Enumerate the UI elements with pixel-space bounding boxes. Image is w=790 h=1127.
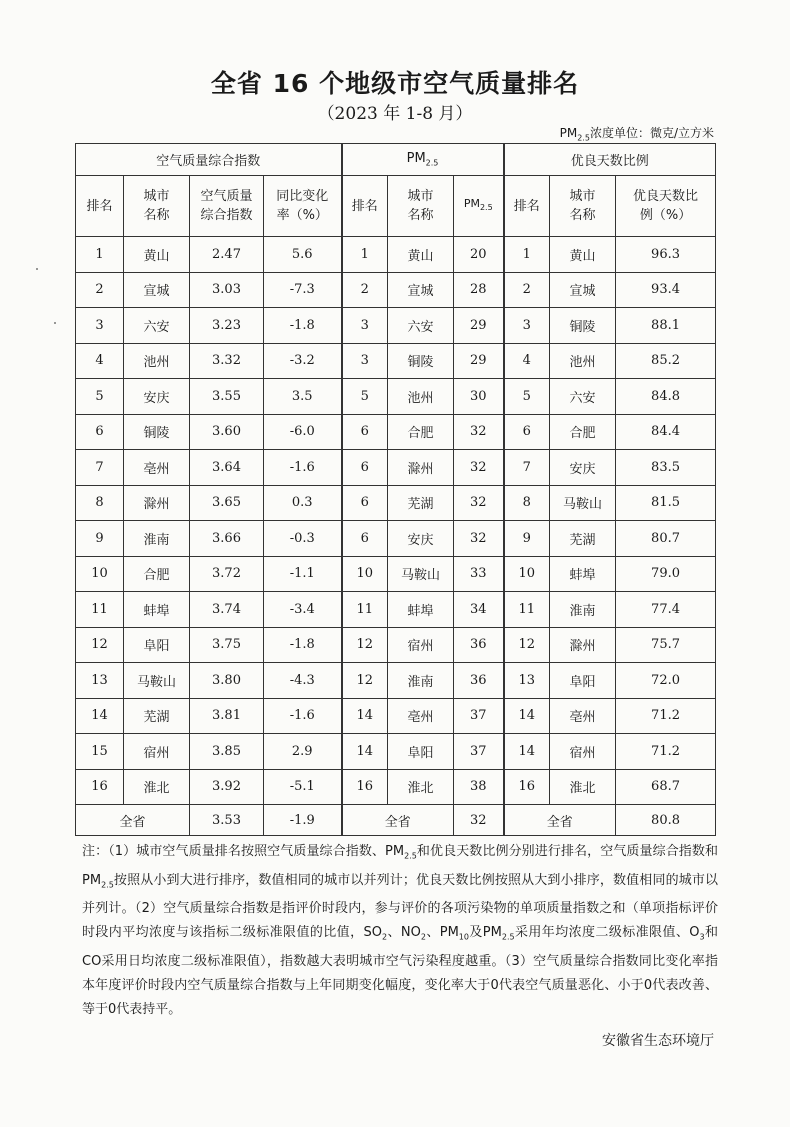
cell-index: 3.85 (190, 734, 264, 770)
cell-good-ratio: 72.0 (616, 663, 716, 699)
cell-pm25: 36 (454, 627, 504, 663)
cell-rank: 11 (504, 592, 550, 628)
cell-good-ratio: 96.3 (616, 237, 716, 273)
header-city: 城市名称 (388, 176, 454, 237)
cell-change: -1.8 (264, 308, 342, 344)
cell-rank: 8 (76, 485, 124, 521)
cell-city: 滁州 (388, 450, 454, 486)
document-subtitle: （2023 年 1-8 月） (317, 104, 473, 124)
cell-rank: 8 (504, 485, 550, 521)
cell-city: 宣城 (124, 272, 190, 308)
cell-good-ratio: 93.4 (616, 272, 716, 308)
cell-index: 3.32 (190, 343, 264, 379)
table-row (76, 769, 716, 805)
cell-city: 淮南 (124, 521, 190, 557)
cell-city: 马鞍山 (550, 485, 616, 521)
ranking-table (75, 143, 716, 836)
cell-pm25: 32 (454, 450, 504, 486)
cell-pm25: 36 (454, 663, 504, 699)
total-label: 全省 (504, 805, 616, 836)
cell-city: 六安 (124, 308, 190, 344)
cell-city: 宿州 (124, 734, 190, 770)
cell-index: 3.65 (190, 485, 264, 521)
cell-change: -1.8 (264, 627, 342, 663)
cell-rank: 1 (504, 237, 550, 273)
table-row (76, 663, 716, 699)
cell-index: 3.75 (190, 627, 264, 663)
cell-pm25: 32 (454, 521, 504, 557)
cell-index: 3.66 (190, 521, 264, 557)
cell-index: 3.03 (190, 272, 264, 308)
cell-good-ratio: 77.4 (616, 592, 716, 628)
total-good-ratio: 80.8 (616, 805, 716, 836)
cell-rank: 9 (76, 521, 124, 557)
table-row (76, 237, 716, 273)
cell-city: 蚌埠 (388, 592, 454, 628)
cell-change: 2.9 (264, 734, 342, 770)
cell-index: 3.81 (190, 698, 264, 734)
cell-city: 淮北 (550, 769, 616, 805)
cell-rank: 2 (504, 272, 550, 308)
cell-rank: 10 (342, 556, 388, 592)
cell-rank: 10 (76, 556, 124, 592)
cell-city: 蚌埠 (550, 556, 616, 592)
total-pm25: 32 (454, 805, 504, 836)
cell-pm25: 33 (454, 556, 504, 592)
table-row (76, 521, 716, 557)
cell-city: 滁州 (550, 627, 616, 663)
cell-index: 3.23 (190, 308, 264, 344)
cell-rank: 6 (342, 414, 388, 450)
cell-city: 蚌埠 (124, 592, 190, 628)
cell-rank: 6 (76, 414, 124, 450)
header-index: 空气质量综合指数 (190, 176, 264, 237)
cell-rank: 4 (76, 343, 124, 379)
cell-city: 宿州 (388, 627, 454, 663)
cell-rank: 7 (76, 450, 124, 486)
cell-rank: 6 (342, 521, 388, 557)
table-row (76, 627, 716, 663)
issuer-signature: 安徽省生态环境厅 (602, 1033, 714, 1049)
cell-city: 阜阳 (388, 734, 454, 770)
group-header-index: 空气质量综合指数 (76, 144, 342, 176)
cell-city: 宣城 (388, 272, 454, 308)
header-city: 城市名称 (124, 176, 190, 237)
header-rank: 排名 (342, 176, 388, 237)
cell-city: 合肥 (388, 414, 454, 450)
cell-index: 3.80 (190, 663, 264, 699)
cell-index: 3.60 (190, 414, 264, 450)
cell-rank: 5 (504, 379, 550, 415)
cell-rank: 2 (76, 272, 124, 308)
cell-city: 马鞍山 (388, 556, 454, 592)
cell-rank: 3 (342, 343, 388, 379)
cell-rank: 1 (342, 237, 388, 273)
cell-pm25: 20 (454, 237, 504, 273)
cell-city: 黄山 (550, 237, 616, 273)
cell-good-ratio: 85.2 (616, 343, 716, 379)
total-label: 全省 (342, 805, 454, 836)
cell-good-ratio: 68.7 (616, 769, 716, 805)
cell-rank: 14 (76, 698, 124, 734)
cell-city: 铜陵 (550, 308, 616, 344)
cell-city: 安庆 (550, 450, 616, 486)
cell-city: 淮南 (550, 592, 616, 628)
cell-city: 滁州 (124, 485, 190, 521)
cell-city: 亳州 (388, 698, 454, 734)
cell-city: 池州 (550, 343, 616, 379)
cell-change: 5.6 (264, 237, 342, 273)
cell-pm25: 38 (454, 769, 504, 805)
cell-good-ratio: 71.2 (616, 698, 716, 734)
cell-change: -6.0 (264, 414, 342, 450)
cell-city: 合肥 (124, 556, 190, 592)
table-row (76, 450, 716, 486)
table-row (76, 308, 716, 344)
cell-city: 黄山 (124, 237, 190, 273)
cell-index: 3.64 (190, 450, 264, 486)
cell-rank: 1 (76, 237, 124, 273)
cell-rank: 12 (342, 627, 388, 663)
header-rank: 排名 (504, 176, 550, 237)
cell-city: 池州 (124, 343, 190, 379)
cell-rank: 11 (342, 592, 388, 628)
cell-index: 3.72 (190, 556, 264, 592)
cell-good-ratio: 84.8 (616, 379, 716, 415)
table-row (76, 485, 716, 521)
cell-change: -3.4 (264, 592, 342, 628)
cell-rank: 5 (76, 379, 124, 415)
cell-city: 芜湖 (550, 521, 616, 557)
total-label: 全省 (76, 805, 190, 836)
cell-city: 黄山 (388, 237, 454, 273)
cell-city: 淮北 (388, 769, 454, 805)
cell-pm25: 37 (454, 734, 504, 770)
cell-change: 3.5 (264, 379, 342, 415)
cell-rank: 14 (342, 734, 388, 770)
cell-good-ratio: 84.4 (616, 414, 716, 450)
table-row (76, 556, 716, 592)
table-row (76, 734, 716, 770)
cell-rank: 14 (342, 698, 388, 734)
cell-index: 3.74 (190, 592, 264, 628)
header-rank: 排名 (76, 176, 124, 237)
total-index: 3.53 (190, 805, 264, 836)
cell-city: 亳州 (124, 450, 190, 486)
cell-city: 宣城 (550, 272, 616, 308)
cell-change: -3.2 (264, 343, 342, 379)
cell-change: -5.1 (264, 769, 342, 805)
cell-city: 淮南 (388, 663, 454, 699)
cell-rank: 12 (504, 627, 550, 663)
cell-rank: 12 (342, 663, 388, 699)
cell-city: 六安 (388, 308, 454, 344)
cell-change: -0.3 (264, 521, 342, 557)
header-city: 城市名称 (550, 176, 616, 237)
cell-change: -1.6 (264, 450, 342, 486)
table-row (76, 698, 716, 734)
cell-rank: 6 (342, 485, 388, 521)
cell-pm25: 37 (454, 698, 504, 734)
province-total-row (76, 805, 716, 836)
cell-city: 安庆 (124, 379, 190, 415)
cell-rank: 13 (504, 663, 550, 699)
cell-pm25: 34 (454, 592, 504, 628)
total-change: -1.9 (264, 805, 342, 836)
cell-city: 铜陵 (124, 414, 190, 450)
cell-city: 芜湖 (388, 485, 454, 521)
scan-speck (54, 322, 56, 324)
cell-good-ratio: 81.5 (616, 485, 716, 521)
cell-rank: 16 (504, 769, 550, 805)
header-change: 同比变化率（%） (264, 176, 342, 237)
table-row (76, 592, 716, 628)
table-row (76, 343, 716, 379)
cell-good-ratio: 79.0 (616, 556, 716, 592)
cell-city: 阜阳 (124, 627, 190, 663)
cell-pm25: 29 (454, 308, 504, 344)
cell-rank: 3 (342, 308, 388, 344)
cell-change: 0.3 (264, 485, 342, 521)
cell-good-ratio: 88.1 (616, 308, 716, 344)
header-pm25: $PM_{2.5}$ (454, 176, 504, 237)
cell-index: 2.47 (190, 237, 264, 273)
cell-rank: 15 (76, 734, 124, 770)
cell-good-ratio: 80.7 (616, 521, 716, 557)
cell-city: 合肥 (550, 414, 616, 450)
cell-city: 芜湖 (124, 698, 190, 734)
cell-rank: 6 (504, 414, 550, 450)
group-header-pm25: $PM_{2.5}$ (342, 144, 504, 176)
cell-city: 铜陵 (388, 343, 454, 379)
cell-rank: 9 (504, 521, 550, 557)
cell-city: 六安 (550, 379, 616, 415)
cell-change: -1.6 (264, 698, 342, 734)
cell-index: 3.55 (190, 379, 264, 415)
table-row (76, 272, 716, 308)
cell-pm25: 28 (454, 272, 504, 308)
scan-speck (36, 268, 38, 270)
cell-pm25: 30 (454, 379, 504, 415)
table-row (76, 379, 716, 415)
cell-pm25: 32 (454, 485, 504, 521)
cell-rank: 16 (342, 769, 388, 805)
group-header-good-days: 优良天数比例 (504, 144, 716, 176)
cell-rank: 12 (76, 627, 124, 663)
cell-city: 安庆 (388, 521, 454, 557)
cell-good-ratio: 83.5 (616, 450, 716, 486)
footnote: 注：（1）城市空气质量排名按照空气质量综合指数、$PM_{2.5}$和优良天数比例分别进行排名，空气质量综合指数和$PM_{2.5}$按照从小到大进行排序，数值相同的城市以并列计；优良天数比例按照从大到小排序，数值相同的城市以并列计。（2）空气质量综合指数是指评价时段内，参与评价的各项污染物的单项质量指数之和（单项指标评价时段内平均浓度与该指标二级标准限值的比值，$SO_2$、$NO_2$、$PM_{10}$及$PM_{2.5}$采用年均浓度二级标准限值、$O_3$和CO采用日均浓度二级标准限值），指数越大表明城市空气污染程度越重。（3）空气质量综合指数同比变化率指本年度评价时段内空气质量综合指数与上年同期变化幅度，变化率大于0代表空气质量恶化、小于0代表改善、等于0代表持平。 (82, 844, 718, 1017)
cell-rank: 14 (504, 698, 550, 734)
cell-pm25: 29 (454, 343, 504, 379)
cell-good-ratio: 75.7 (616, 627, 716, 663)
cell-good-ratio: 71.2 (616, 734, 716, 770)
cell-rank: 3 (504, 308, 550, 344)
cell-rank: 11 (76, 592, 124, 628)
cell-city: 马鞍山 (124, 663, 190, 699)
cell-rank: 16 (76, 769, 124, 805)
cell-rank: 14 (504, 734, 550, 770)
cell-change: -4.3 (264, 663, 342, 699)
cell-rank: 6 (342, 450, 388, 486)
header-good-ratio: 优良天数比例（%） (616, 176, 716, 237)
cell-city: 亳州 (550, 698, 616, 734)
cell-rank: 10 (504, 556, 550, 592)
cell-city: 阜阳 (550, 663, 616, 699)
cell-rank: 2 (342, 272, 388, 308)
table-row (76, 414, 716, 450)
cell-rank: 3 (76, 308, 124, 344)
cell-rank: 13 (76, 663, 124, 699)
cell-change: -1.1 (264, 556, 342, 592)
cell-city: 淮北 (124, 769, 190, 805)
cell-index: 3.92 (190, 769, 264, 805)
cell-city: 池州 (388, 379, 454, 415)
cell-change: -7.3 (264, 272, 342, 308)
cell-rank: 4 (504, 343, 550, 379)
document-title: 全省 16 个地级市空气质量排名 (210, 69, 580, 98)
unit-note: $PM_{2.5}$浓度单位：微克/立方米 (559, 126, 714, 143)
cell-city: 宿州 (550, 734, 616, 770)
cell-rank: 7 (504, 450, 550, 486)
cell-rank: 5 (342, 379, 388, 415)
cell-pm25: 32 (454, 414, 504, 450)
